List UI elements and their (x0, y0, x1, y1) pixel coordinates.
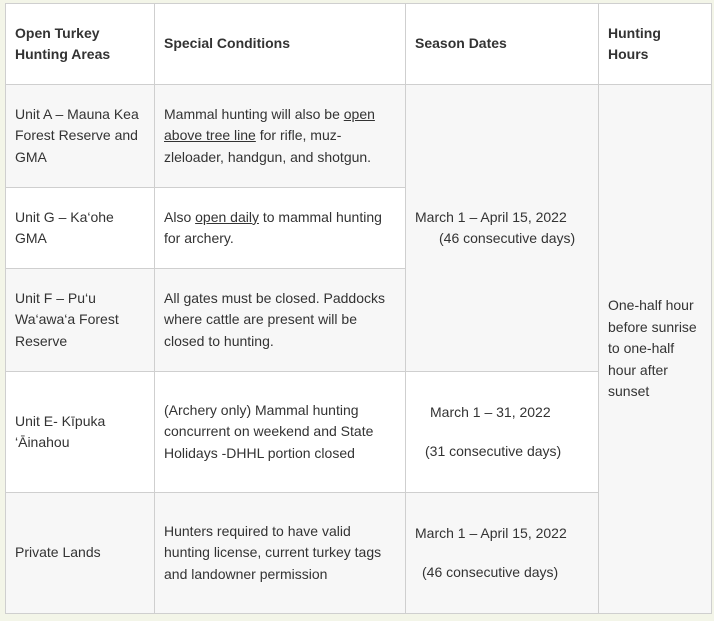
season-dates-text: March 1 – April 15, 2022 (415, 524, 567, 541)
table-row (6, 85, 712, 188)
conditions-text: Also (164, 208, 196, 225)
conditions-cell (155, 85, 406, 188)
conditions-cell: (Archery only) Mammal hunting concurrent on weekend and State Holidays -DHHL portion closed (155, 372, 406, 493)
season-days-text: (46 consecutive days) (439, 230, 576, 246)
header-areas: Open Turkey Hunting Areas (6, 4, 155, 85)
header-conditions: Special Conditions (155, 4, 406, 85)
header-season-dates: Season Dates (406, 4, 599, 85)
season-dates-text: March 1 – 31, 2022 (430, 403, 551, 420)
season-days-text: (31 consecutive days) (425, 443, 562, 459)
season-dates-cell (406, 493, 599, 614)
area-cell: Unit G – Ka‘ohe GMA (6, 188, 155, 269)
open-above-tree-line-link[interactable]: open above tree line (164, 105, 375, 144)
hunting-table-wrapper (5, 3, 712, 614)
open-daily-link[interactable]: open daily (195, 208, 259, 225)
season-dates-cell (406, 85, 599, 372)
season-dates-cell (406, 372, 599, 493)
conditions-text: to mammal hunting for archery. (164, 208, 382, 246)
season-dates-text: March 1 – April 15, 2022 (415, 208, 567, 225)
turkey-hunting-table (5, 3, 712, 614)
area-cell: Private Lands (6, 493, 155, 614)
area-cell: Unit F – Pu‘u Wa‘awa‘a Forest Reserve (6, 269, 155, 372)
area-cell: Unit A – Mauna Kea Forest Reserve and GMA (6, 85, 155, 188)
conditions-text: Mammal hunting will also be (164, 105, 344, 122)
header-hunting-hours: Hunting Hours (599, 4, 712, 85)
conditions-text: for rifle, muzzleloader, handgun, and shotgun. (164, 127, 372, 165)
hunting-hours-cell: One-half hour before sunrise to one-half hour after sunset (599, 85, 712, 614)
season-days-text: (46 consecutive days) (422, 564, 559, 580)
conditions-cell: All gates must be closed. Paddocks where cattle are present will be closed to hunting. (155, 269, 406, 372)
area-cell: Unit E- Kīpuka ‘Āinahou (6, 372, 155, 493)
conditions-cell: Hunters required to have valid hunting license, current turkey tags and landowner permission (155, 493, 406, 614)
header-row (6, 4, 712, 85)
conditions-cell (155, 188, 406, 269)
